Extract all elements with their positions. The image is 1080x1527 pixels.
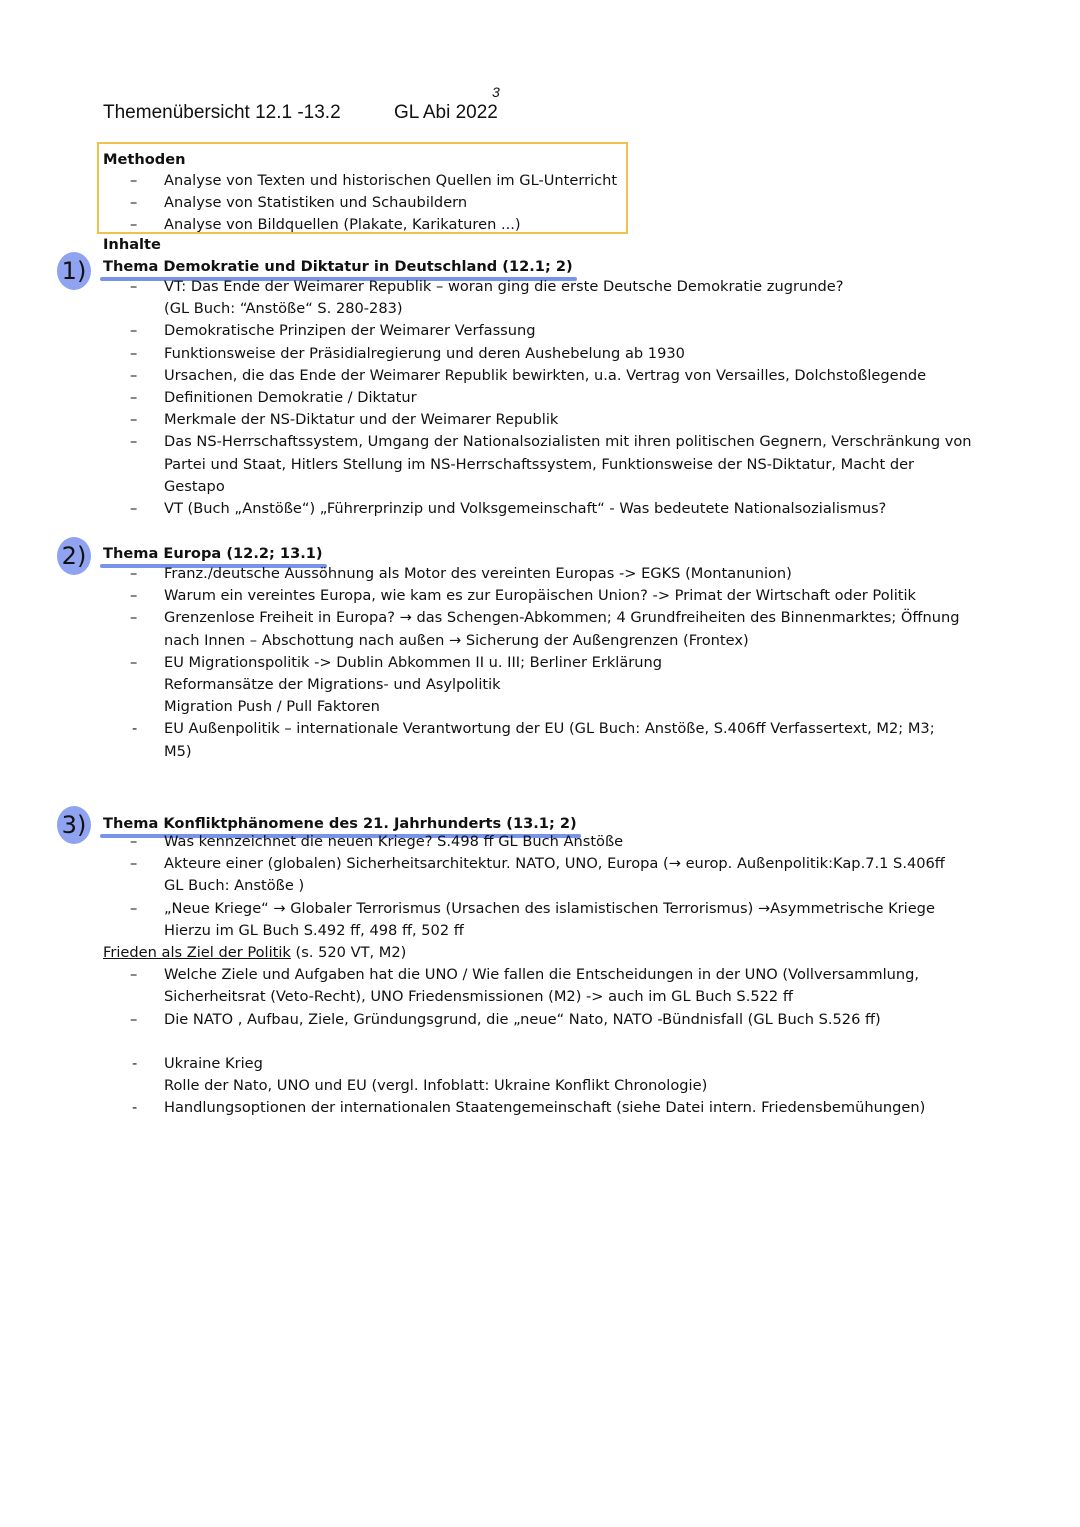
list-item-line: – Franz./deutsche Aussöhnung als Motor des vereinten Europas -> EGKS (Montanunion) [164,565,792,582]
list-item-line: Reformansätze der Migrations- und Asylpolitik [164,676,501,694]
methods-list [99,170,626,237]
list-item-line: Migration Push / Pull Faktoren [164,698,380,716]
theme-list [99,276,972,520]
list-item [99,831,945,853]
theme-title: Thema Europa (12.2; 13.1) [103,545,323,562]
list-item-line: - Ukraine Krieg [164,1054,263,1072]
list-item-line: (GL Buch: “Anstöße“ S. 280-283) [164,300,403,318]
list-item [99,276,972,320]
list-item [99,607,959,651]
list-item [99,431,972,498]
theme-list [99,964,945,1031]
abi-label: GL Abi 2022 3 [394,84,500,123]
theme-number-badge: 3) [57,806,91,844]
list-item-line: Rolle der Nato, UNO und EU (vergl. Infoblatt: Ukraine Konflikt Chronologie) [164,1077,708,1095]
contents-label: Inhalte [103,236,161,253]
list-item-line: – Die NATO , Aufbau, Ziele, Gründungsgrund, die „neue“ Nato, NATO -Bündnisfall (GL Buch S.526 ff) [164,1010,881,1028]
theme-title: Thema Demokratie und Diktatur in Deutschland (12.1; 2) [103,258,573,275]
theme-list [99,563,959,763]
list-item-line: – Merkmale der NS-Diktatur und der Weimarer Republik [164,411,559,429]
list-item-line: Gestapo [164,477,225,495]
list-item [99,409,972,431]
list-item-line: – Grenzenlose Freiheit in Europa? → das Schengen-Abkommen; 4 Grundfreiheiten des Binnenmarktes; Öffnung [164,609,960,627]
list-item-line: nach Innen – Abschottung nach außen → Sicherung der Außengrenzen (Frontex) [164,631,749,649]
year-correction: 3 [492,84,500,100]
list-item-line: – Warum ein vereintes Europa, wie kam es zur Europäischen Union? -> Primat der Wirtschaft oder Politik [164,587,916,605]
list-item-line: – Welche Ziele und Aufgaben hat die UNO / Wie fallen die Entscheidungen in der UNO (Vollversammlung, [164,966,920,984]
list-item-line: – Das NS-Herrschaftssystem, Umgang der Nationalsozialisten mit ihren politischen Gegnern, Verschränkung von [164,433,972,451]
list-item-line: – Ursachen, die das Ende der Weimarer Republik bewirkten, u.a. Vertrag von Versailles, Dolchstoßlegende [164,366,927,384]
list-item: – Analyse von Texten und historischen Quellen im GL-Unterricht [99,170,626,192]
page-header [103,84,500,124]
list-item [99,853,945,897]
list-item [99,898,945,942]
list-item-line: – EU Migrationspolitik -> Dublin Abkommen II u. III; Berliner Erklärung [164,653,663,671]
list-item [99,1097,945,1119]
methods-title: Methoden [103,151,186,168]
theme-section-2 [103,545,959,763]
theme-section-1 [103,258,972,520]
theme-number-badge: 1) [57,252,91,290]
list-item-line: - Handlungsoptionen der internationalen Staatengemeinschaft (siehe Datei intern. Friedensbemühungen) [164,1099,926,1117]
list-item [99,365,972,387]
theme-number-badge: 2) [57,537,91,575]
list-item-line: Partei und Staat, Hitlers Stellung im NS-Herrschaftssystem, Funktionsweise der NS-Diktatur, Macht der [164,455,915,473]
theme-title: Thema Konfliktphänomene des 21. Jahrhunderts (13.1; 2) [103,815,577,832]
methods-box [97,142,628,234]
theme-list [99,1053,945,1120]
list-item-line: GL Buch: Anstöße ) [164,877,305,895]
list-item [99,320,972,342]
list-item [99,387,972,409]
list-item [99,1053,945,1097]
theme-section-3 [103,815,945,1119]
list-item-line: - EU Außenpolitik – internationale Verantwortung der EU (GL Buch: Anstöße, S.406ff Verfassertext, M2; M3; [164,720,935,738]
page-title: Themenübersicht 12.1 -13.2 [103,102,341,123]
list-item-line: – Was kennzeichnet die neuen Kriege? S.498 ff GL Buch Anstöße [164,833,624,850]
list-item-line: – Akteure einer (globalen) Sicherheitsarchitektur. NATO, UNO, Europa (→ europ. Außenpolitik:Kap.7.1 S.406ff [164,855,945,873]
list-item [99,1009,945,1031]
list-item [99,563,959,585]
list-item-line: Hierzu im GL Buch S.492 ff, 498 ff, 502 ff [164,921,464,939]
list-item: – Analyse von Statistiken und Schaubildern [99,192,626,214]
list-item-line: M5) [164,742,192,760]
list-item [99,498,972,520]
subheading: Frieden als Ziel der Politik (s. 520 VT, M2) [103,944,407,962]
list-item [99,964,945,1008]
list-item-line: – Definitionen Demokratie / Diktatur [164,389,417,407]
list-item-line: – „Neue Kriege“ → Globaler Terrorismus (Ursachen des islamistischen Terrorismus) →Asymmetrische Kriege [164,899,935,917]
list-item: – Analyse von Bildquellen (Plakate, Karikaturen ...) [99,214,626,236]
list-item-line: – Funktionsweise der Präsidialregierung und deren Aushebelung ab 1930 [164,344,685,362]
list-item-line: – VT: Das Ende der Weimarer Republik – woran ging die erste Deutsche Demokratie zugrunde? [164,278,844,295]
list-item-line: – VT (Buch „Anstöße“) „Führerprinzip und Volksgemeinschaft“ - Was bedeutete Nationalsozialismus? [164,500,887,518]
theme-list [99,831,945,942]
list-item-line: – Demokratische Prinzipen der Weimarer Verfassung [164,322,536,340]
list-item [99,652,959,719]
list-item [99,585,959,607]
list-item [99,343,972,365]
list-item [99,718,959,762]
list-item-line: Sicherheitsrat (Veto-Recht), UNO Friedensmissionen (M2) -> auch im GL Buch S.522 ff [164,988,793,1006]
